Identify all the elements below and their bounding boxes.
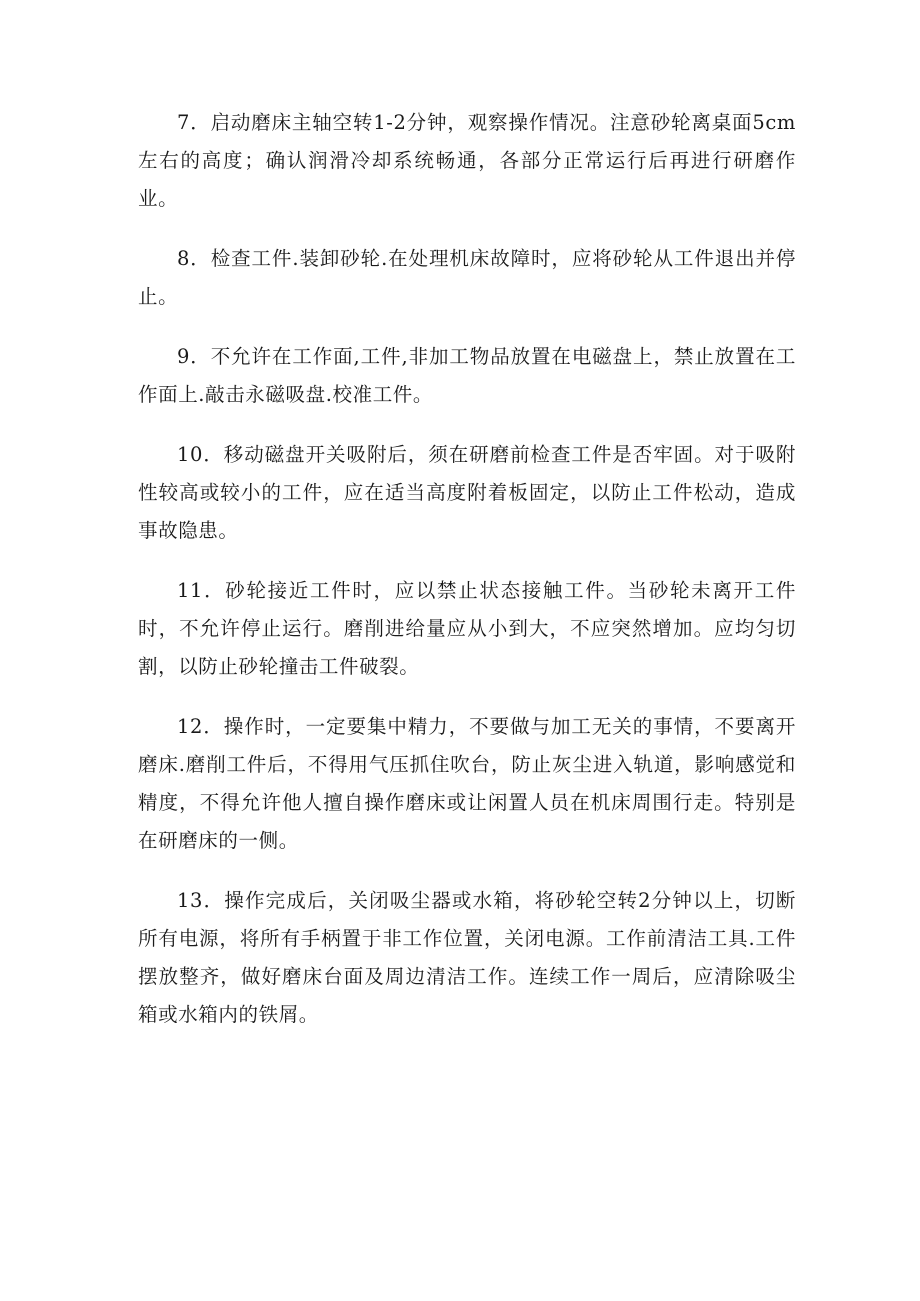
paragraph-7: 7．启动磨床主轴空转1-2分钟，观察操作情况。注意砂轮离桌面5cm左右的高度；确认润滑冷却系统畅通，各部分正常运行后再进行研磨作业。 — [138, 111, 796, 210]
paragraph-12: 12．操作时，一定要集中精力，不要做与加工无关的事情，不要离开磨床.磨削工件后，不得用气压抓住吹台，防止灰尘进入轨道，影响感觉和精度，不得允许他人擅自操作磨床或让闲置人员在机床周围行走。特别是在研磨床的一侧。 — [138, 715, 796, 852]
paragraph-8: 8．检查工件.装卸砂轮.在处理机床故障时，应将砂轮从工件退出并停止。 — [138, 247, 796, 308]
document-body — [138, 104, 796, 1056]
paragraph-11: 11．砂轮接近工件时，应以禁止状态接触工件。当砂轮未离开工件时，不允许停止运行。磨削进给量应从小到大，不应突然增加。应均匀切割，以防止砂轮撞击工件破裂。 — [138, 579, 796, 678]
paragraph-13: 13．操作完成后，关闭吸尘器或水箱，将砂轮空转2分钟以上，切断所有电源，将所有手柄置于非工作位置，关闭电源。工作前清洁工具.工件摆放整齐，做好磨床台面及周边清洁工作。连续工作一周后，应清除吸尘箱或水箱内的铁屑。 — [138, 889, 796, 1026]
paragraph-9: 9．不允许在工作面,工件,非加工物品放置在电磁盘上，禁止放置在工作面上.敲击永磁吸盘.校准工件。 — [138, 345, 796, 406]
paragraph-10: 10．移动磁盘开关吸附后，须在研磨前检查工件是否牢固。对于吸附性较高或较小的工件，应在适当高度附着板固定，以防止工件松动，造成事故隐患。 — [138, 443, 796, 542]
